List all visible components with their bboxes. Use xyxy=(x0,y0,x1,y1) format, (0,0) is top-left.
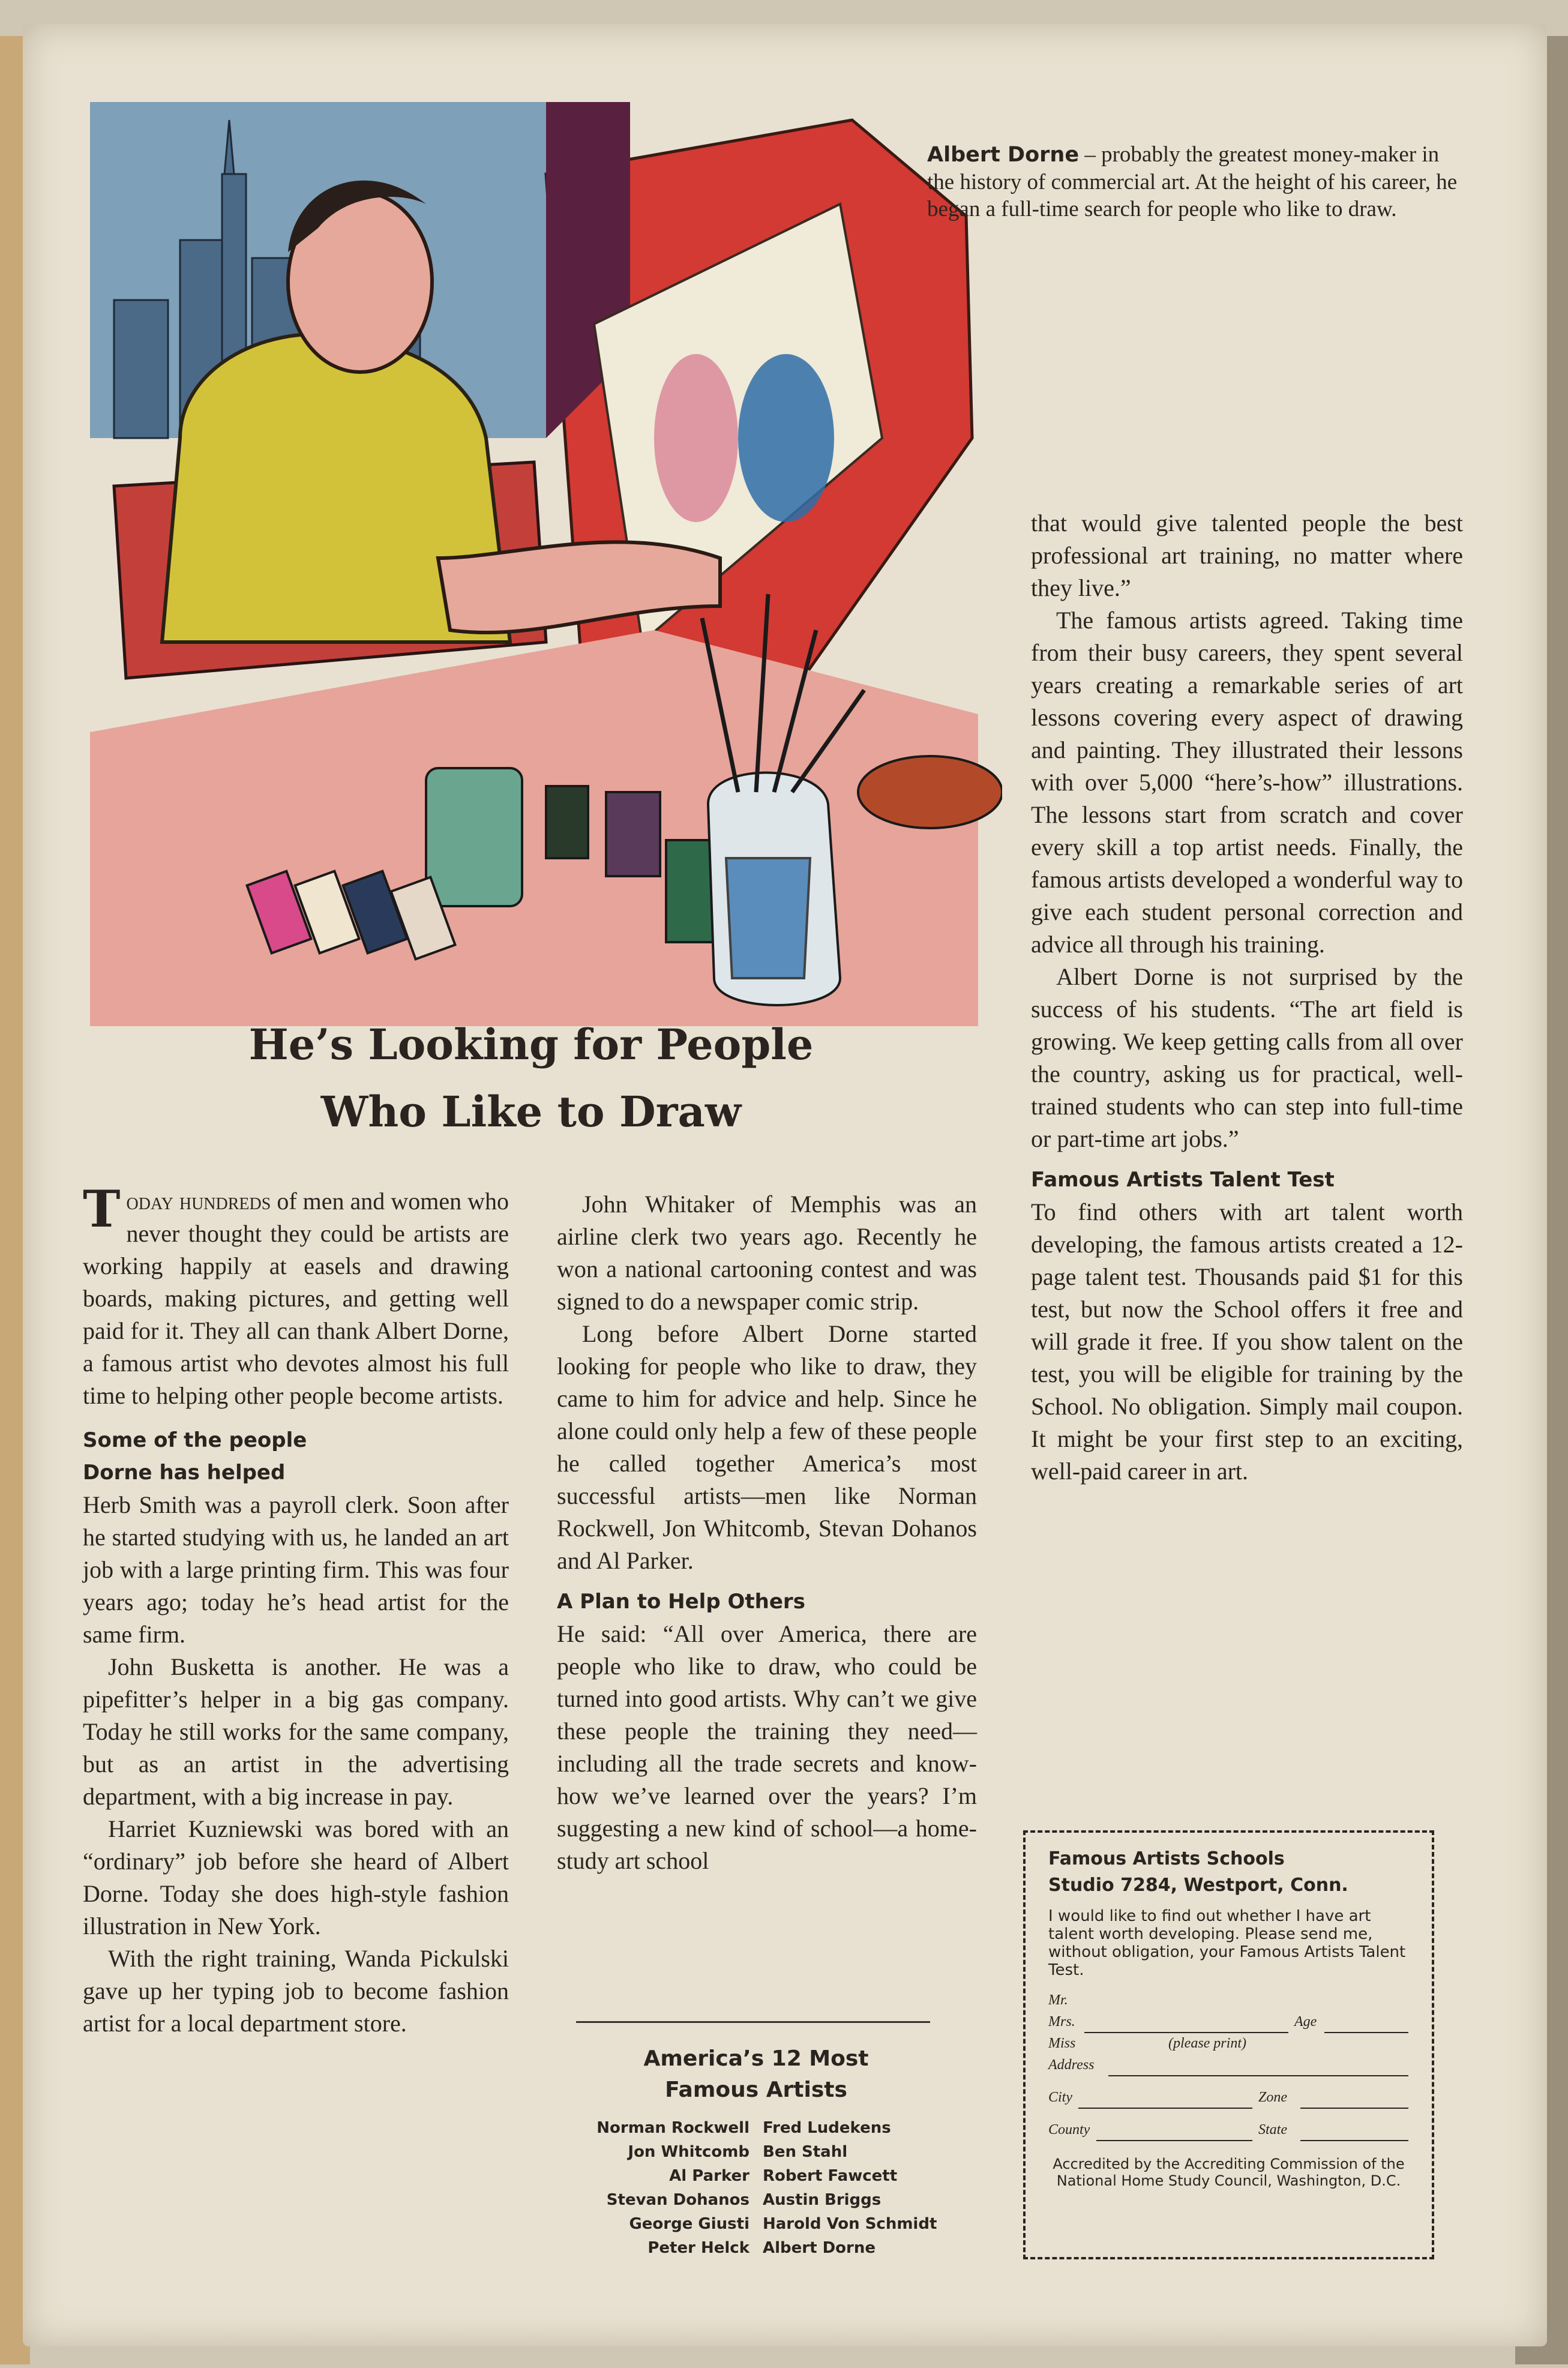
mail-coupon xyxy=(1023,1830,1434,2259)
drop-cap: T xyxy=(83,1179,121,1239)
coupon-county-label: County xyxy=(1048,2122,1090,2138)
col2-paragraph-he-said: He said: “All over America, there are people who like to draw, who could be turned into good artists. Why can’t we give these people the training they need—including all the trade secrets and know-how we’ve learned over the years? I’m suggesting a new kind of school—a home-study art school xyxy=(557,1620,977,1874)
col1-subheading-line-1: Some of the people xyxy=(83,1428,307,1452)
col1-subheading xyxy=(83,1424,509,1489)
name-line xyxy=(1084,2032,1288,2033)
col1-intro-paragraph xyxy=(83,1179,509,1412)
artist-name: Al Parker xyxy=(669,2167,749,2185)
col3-paragraph-talent-test: To find others with art talent worth developing, the famous artists created a 12-page talent test. Thousands paid $1 for this test, but now the School offers it free and will grade it free. If you show talent on the test, you will be eligible for training by the School. No obligation. Simply mail coupon. It might be your first step to an exciting, well-paid career in art. xyxy=(1031,1198,1463,1485)
artist-name: Fred Ludekens xyxy=(763,2119,891,2137)
caption-name: Albert Dorne xyxy=(927,143,1080,167)
column-2 xyxy=(557,1188,977,1877)
col3-paragraph-continued: that would give talented people the best professional art training, no matter where they live.” xyxy=(1031,509,1463,601)
illustration-caption xyxy=(927,141,1467,223)
artist-name: Norman Rockwell xyxy=(596,2119,749,2137)
coupon-zone-label: Zone xyxy=(1258,2090,1287,2105)
headline-line-1: He’s Looking for People xyxy=(248,1020,814,1069)
coupon-studio-address: Studio 7284, Westport, Conn. xyxy=(1048,1875,1348,1896)
coupon-miss-row xyxy=(1048,2036,1409,2057)
artist-name: Stevan Dohanos xyxy=(606,2191,749,2209)
coupon-city-label: City xyxy=(1048,2090,1072,2105)
coupon-age-label: Age xyxy=(1294,2014,1317,2030)
col1-lead-rest: of men and women who never thought they could be artists are working happily at easels and drawing boards, making pictures, and getting well paid for it. They all can thank Albert Dorne, a famous artist who devotes almost his full time to helping other people become artists. xyxy=(83,1188,509,1409)
state-line xyxy=(1300,2140,1408,2141)
headline xyxy=(84,1011,978,1146)
coupon-mr-label: Mr. xyxy=(1048,1992,1068,2008)
famous-artists-heading xyxy=(540,2043,972,2106)
headline-line-2: Who Like to Draw xyxy=(320,1087,742,1137)
coupon-city-row[interactable] xyxy=(1048,2090,1409,2111)
col1-paragraph-busketta: John Busketta is another. He was a pipefitter’s helper in a big gas company. Today he still works for the same company, but as an artist in the advertising department, with a big increase in pay. xyxy=(83,1653,509,1810)
artist-name: Harold Von Schmidt xyxy=(763,2215,937,2233)
col1-paragraph-herb-smith: Herb Smith was a payroll clerk. Soon after he started studying with us, he landed an art job with a large printing firm. This was four years ago; today he’s head artist for the same firm. xyxy=(83,1491,509,1648)
artist-name: Ben Stahl xyxy=(763,2143,848,2161)
county-line xyxy=(1096,2140,1252,2141)
famous-artists-list xyxy=(528,2116,984,2260)
zone-line xyxy=(1300,2108,1408,2109)
city-line xyxy=(1078,2108,1252,2109)
col3-subheading: Famous Artists Talent Test xyxy=(1031,1168,1335,1192)
column-3 xyxy=(1031,507,1463,1488)
famous-heading-line-2: Famous Artists xyxy=(665,2078,847,2102)
coupon-please-print: (please print) xyxy=(1168,2036,1246,2051)
coupon-mr-row xyxy=(1048,1992,1409,2014)
age-line xyxy=(1324,2032,1408,2033)
col1-subheading-line-2: Dorne has helped xyxy=(83,1461,286,1485)
col3-paragraph-artists-agreed: The famous artists agreed. Taking time from their busy careers, they spent several years creating a remarkable series of art lessons covering every aspect of drawing and painting. They illustrated their lessons with over 5,000 “here’s-how” illustrations. The lessons start from scratch and cover every skill a top artist needs. Finally, the famous artists developed a wonderful way to give each student personal correction and advice all through his training. xyxy=(1031,607,1463,958)
drawing-woman xyxy=(654,354,738,522)
artist-name: Robert Fawcett xyxy=(763,2167,898,2185)
col3-paragraph-not-surprised: Albert Dorne is not surprised by the success of his students. “The art field is growing. We keep getting calls from all over the country, asking us for practical, well-trained students who can step into full-time or part-time art jobs.” xyxy=(1031,963,1463,1152)
col1-lead-smallcaps: oday hundreds xyxy=(126,1188,271,1215)
coupon-request-text: I would like to find out whether I have art talent worth developing. Please send me, without obligation, your Famous Artists Talent Test. xyxy=(1048,1907,1406,1979)
drawing-man xyxy=(738,354,834,522)
coupon-address-label: Address xyxy=(1048,2057,1095,2073)
coupon-mrs-row[interactable] xyxy=(1048,2014,1409,2036)
divider-rule xyxy=(576,2021,930,2023)
col1-paragraph-kuzniewski: Harriet Kuzniewski was bored with an “ordinary” job before she heard of Albert Dorne. Today she does high-style fashion illustration in New York. xyxy=(83,1815,509,1940)
artist-name: Albert Dorne xyxy=(763,2239,876,2257)
coupon-school-name: Famous Artists Schools xyxy=(1048,1848,1285,1869)
artist-name: Jon Whitcomb xyxy=(628,2143,749,2161)
coupon-mrs-label: Mrs. xyxy=(1048,2014,1075,2030)
address-line xyxy=(1108,2075,1408,2076)
col1-paragraph-pickulski: With the right training, Wanda Pickulski gave up her typing job to become fashion artist for a local department store. xyxy=(83,1945,509,2037)
water-bowl xyxy=(858,756,1002,828)
coupon-accreditation: Accredited by the Accrediting Commission of the National Home Study Council, Washington, D.C. xyxy=(1053,2156,1405,2189)
artist-name: Peter Helck xyxy=(647,2239,749,2257)
coupon-miss-label: Miss xyxy=(1048,2036,1076,2051)
pink-table xyxy=(90,630,978,1026)
coupon-address-row[interactable] xyxy=(1048,2057,1409,2079)
caption-text: – probably the greatest money-maker in the history of commercial art. At the height of his career, he began a full-time search for people who like to draw. xyxy=(927,142,1458,221)
col2-subheading: A Plan to Help Others xyxy=(557,1590,805,1614)
artist-illustration xyxy=(90,102,1002,1026)
coupon-form xyxy=(1048,1992,1409,2144)
artist-name: Austin Briggs xyxy=(763,2191,882,2209)
col2-paragraph-whitaker: John Whitaker of Memphis was an airline clerk two years ago. Recently he won a national cartooning contest and was signed to do a newspaper comic strip. xyxy=(557,1191,977,1315)
coupon-state-label: State xyxy=(1258,2122,1287,2138)
coupon-county-row[interactable] xyxy=(1048,2122,1409,2144)
artist-name: George Giusti xyxy=(629,2215,749,2233)
famous-heading-line-1: America’s 12 Most xyxy=(643,2046,869,2071)
col2-paragraph-long-before: Long before Albert Dorne started looking for people who like to draw, they came to him for advice and help. Since he alone could only help a few of these people he called together America’s most successful artists—men like Norman Rockwell, Jon Whitcomb, Stevan Dohanos and Al Parker. xyxy=(557,1320,977,1574)
column-1 xyxy=(83,1179,509,2040)
